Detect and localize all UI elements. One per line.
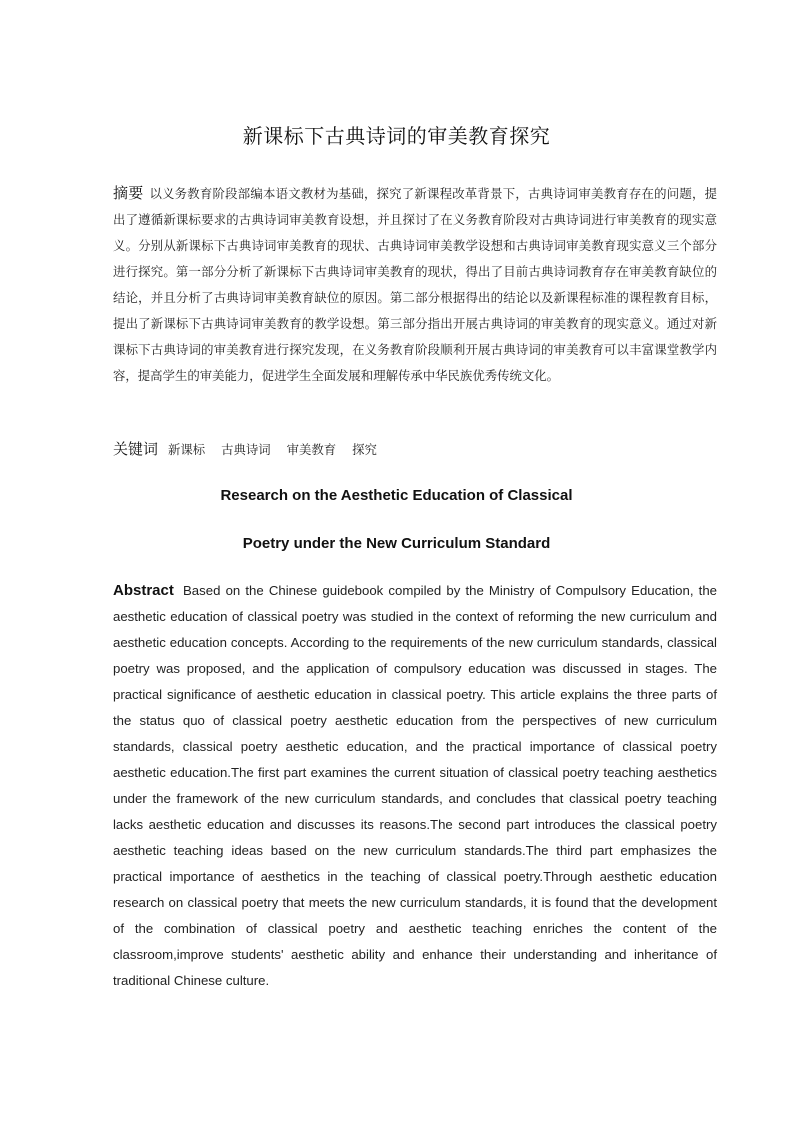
- keyword: 审美教育: [286, 442, 337, 457]
- keyword: 探究: [352, 442, 377, 457]
- english-abstract-text: Based on the Chinese guidebook compiled by the Ministry of Compulsory Education, the aesthetic education of classical poetry was studied in the context of reforming the new curriculum and aesthetic education concepts. According to the requirements of the new curriculum standards, classical poetry was proposed, and the application of compulsory education was discussed in stages. The practical significance of aesthetic education in classical poetry. This article explains the three parts of the status quo of classical poetry aesthetic education from the perspectives of new curriculum standards, classical poetry aesthetic education, and the practical importance of classical poetry aesthetic education.The first part examines the current situation of classical poetry teaching aesthetics under the framework of the new curriculum standards, and concludes that classical poetry teaching lacks aesthetic education and discusses its reasons.The second part introduces the classical poetry aesthetic teaching ideas based on the new curriculum standards.The third part emphasizes the practical importance of aesthetics in the teaching of classical poetry.Through aesthetic education research on classical poetry that meets the new curriculum standards, it is found that the development of the combination of classical poetry and aesthetic teaching enriches the content of the classroom,improve students' aesthetic ability and enhance their understanding and inheritance of traditional Chinese culture.: [113, 583, 717, 988]
- chinese-keywords: [113, 436, 717, 463]
- chinese-abstract-text: 以义务教育阶段部编本语文教材为基础，探究了新课程改革背景下，古典诗词审美教育存在的问题，提出了遵循新课标要求的古典诗词审美教育设想，并且探讨了在义务教育阶段对古典诗词进行审美教育的现实意义。分别从新课标下古典诗词审美教育的现状、古典诗词审美教学设想和古典诗词审美教育现实意义三个部分进行探究。第一部分分析了新课标下古典诗词审美教育的现状，得出了目前古典诗词教育存在审美教育缺位的结论，并且分析了古典诗词审美教育缺位的原因。第二部分根据得出的结论以及新课程标准的课程教育目标，提出了新课标下古典诗词审美教育的教学设想。第三部分指出开展古典诗词的审美教育的现实意义。通过对新课标下古典诗词的审美教育进行探究发现，在义务教育阶段顺利开展古典诗词的审美教育可以丰富课堂教学内容，提高学生的审美能力，促进学生全面发展和理解传承中华民族优秀传统文化。: [113, 186, 717, 383]
- english-title-line-1: Research on the Aesthetic Education of Classical: [220, 487, 573, 504]
- chinese-title: 新课标下古典诗词的审美教育探究: [242, 124, 551, 148]
- keyword: 古典诗词: [221, 442, 271, 457]
- chinese-abstract: [113, 180, 717, 389]
- english-abstract: [113, 578, 717, 994]
- english-title-line-2: Poetry under the New Curriculum Standard: [242, 535, 551, 552]
- chinese-keywords-label: 关键词: [113, 440, 159, 458]
- chinese-abstract-label: 摘要: [113, 184, 144, 202]
- keyword: 新课标: [167, 442, 206, 457]
- english-abstract-label: Abstract: [113, 582, 174, 599]
